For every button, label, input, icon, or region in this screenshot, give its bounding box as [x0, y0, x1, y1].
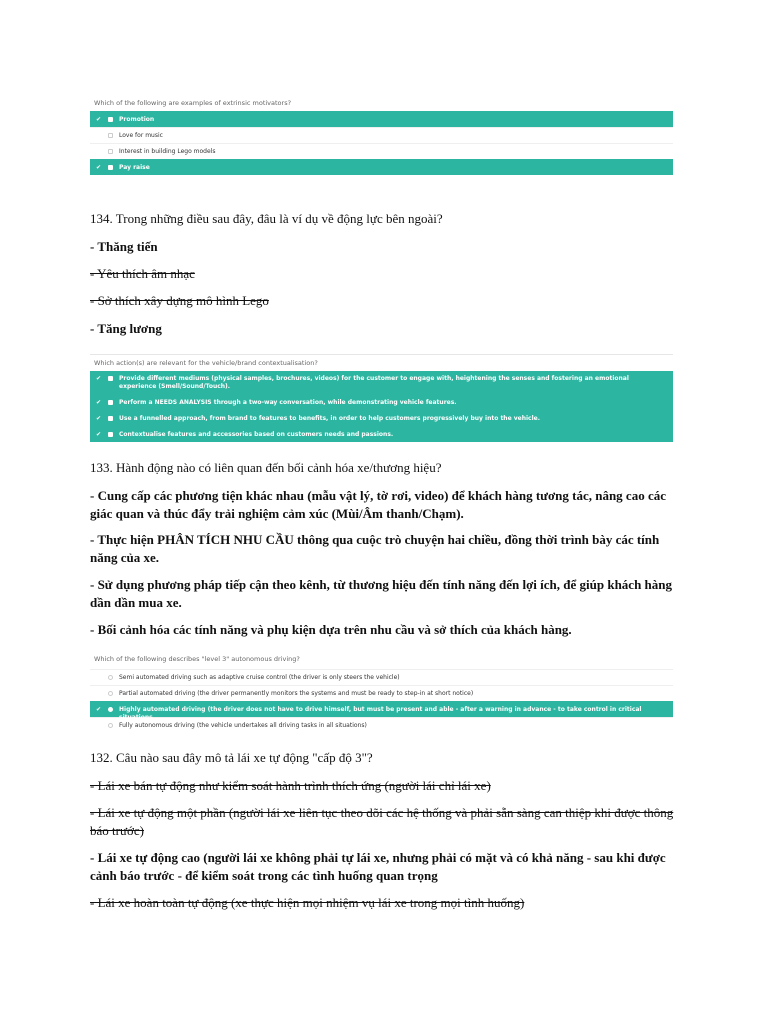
quiz-option[interactable]: ✔ Perform a NEEDS ANALYSIS through a two-way conversation, while demonstrating vehicle features.	[90, 394, 673, 410]
radio-icon	[108, 723, 113, 728]
answer-struck: - Lái xe tự động một phần (người lái xe liên tục theo dõi các hệ thống và phải sẵn sàng can thiệp khi được thông báo trước)	[90, 805, 674, 838]
answer-struck: - Lái xe bán tự động như kiểm soát hành trình thích ứng (người lái chỉ lái xe)	[90, 778, 491, 793]
checkbox-icon	[108, 416, 113, 421]
quiz-screenshot-134	[90, 97, 673, 175]
check-icon: ✔	[96, 399, 102, 406]
answer-struck: - Yêu thích âm nhạc	[90, 266, 195, 281]
quiz-option[interactable]: ✔ Provide different mediums (physical samples, brochures, videos) for the customer to engage with, heightening the senses and fostering an emotional experience (Smell/Sound/Touch).	[90, 371, 673, 394]
radio-icon	[108, 675, 113, 680]
checkbox-icon	[108, 400, 113, 405]
quiz-option[interactable]: ✔ Pay raise	[90, 159, 673, 175]
answer-correct: - Thăng tiến	[90, 239, 158, 254]
quiz-option[interactable]: ✔ Highly automated driving (the driver does not have to drive himself, but must be present and able - after a warning in advance - to take control in critical situations	[90, 701, 673, 717]
quiz-screenshot-133	[90, 354, 673, 442]
checkbox-icon	[108, 117, 113, 122]
check-icon: ✔	[96, 375, 102, 382]
answer-correct: - Tăng lương	[90, 321, 162, 336]
quiz-option[interactable]: Interest in building Lego models	[90, 143, 673, 159]
quiz-option[interactable]: Fully autonomous driving (the vehicle undertakes all driving tasks in all situations)	[90, 717, 673, 733]
answer-struck: - Sở thích xây dựng mô hình Lego	[90, 293, 269, 308]
answer-correct: - Lái xe tự động cao (người lái xe không phải tự lái xe, nhưng phải có mặt và có khả năng - sau khi được cảnh báo trước - để kiểm soát trong các tình huống quan trọng	[90, 850, 666, 883]
answer-struck: - Lái xe hoàn toàn tự động (xe thực hiện mọi nhiệm vụ lái xe trong mọi tình huống)	[90, 895, 525, 910]
quiz-option[interactable]: ✔ Use a funnelled approach, from brand to features to benefits, in order to help customers progressively buy into the vehicle.	[90, 410, 673, 426]
checkbox-icon	[108, 376, 113, 381]
answer-correct: - Cung cấp các phương tiện khác nhau (mẫu vật lý, tờ rơi, video) để khách hàng tương tác, nâng cao các giác quan và thúc đẩy trải nghiệm cảm xúc (Mùi/Âm thanh/Chạm).	[90, 488, 666, 521]
checkbox-icon	[108, 432, 113, 437]
quiz-option[interactable]: ✔ Contextualise features and accessories based on customers needs and passions.	[90, 426, 673, 442]
quiz-question: Which of the following are examples of extrinsic motivators?	[94, 99, 292, 107]
check-icon: ✔	[96, 164, 102, 171]
answer-correct: - Sử dụng phương pháp tiếp cận theo kênh, từ thương hiệu đến tính năng đến lợi ích, để giúp khách hàng dần dần mua xe.	[90, 577, 673, 610]
quiz-option[interactable]: ✔ Promotion	[90, 111, 673, 127]
radio-icon	[108, 691, 113, 696]
quiz-option[interactable]: Partial automated driving (the driver permanently monitors the systems and must be ready to step-in at short notice)	[90, 685, 673, 701]
radio-icon	[108, 707, 113, 712]
checkbox-icon	[108, 133, 113, 138]
quiz-question: Which of the following describes "level 3" autonomous driving?	[94, 655, 300, 663]
question-134: 134. Trong những điều sau đây, đâu là ví dụ về động lực bên ngoài?	[90, 211, 443, 226]
checkbox-icon	[108, 165, 113, 170]
quiz-option[interactable]: Semi automated driving such as adaptive cruise control (the driver is only steers the vehicle)	[90, 669, 673, 685]
question-133: 133. Hành động nào có liên quan đến bối cảnh hóa xe/thương hiệu?	[90, 460, 442, 475]
check-icon: ✔	[96, 415, 102, 422]
quiz-option[interactable]: Love for music	[90, 127, 673, 143]
check-icon: ✔	[96, 706, 102, 713]
check-icon: ✔	[96, 116, 102, 123]
answer-correct: - Thực hiện PHÂN TÍCH NHU CẦU thông qua cuộc trò chuyện hai chiều, đồng thời trình bày các tính năng của xe.	[90, 532, 660, 565]
check-icon: ✔	[96, 431, 102, 438]
answer-correct: - Bối cảnh hóa các tính năng và phụ kiện dựa trên nhu cầu và sở thích của khách hàng.	[90, 622, 572, 637]
checkbox-icon	[108, 149, 113, 154]
question-132: 132. Câu nào sau đây mô tả lái xe tự động "cấp độ 3"?	[90, 750, 373, 765]
quiz-screenshot-132	[90, 653, 673, 733]
quiz-question: Which action(s) are relevant for the vehicle/brand contextualisation?	[94, 359, 318, 367]
